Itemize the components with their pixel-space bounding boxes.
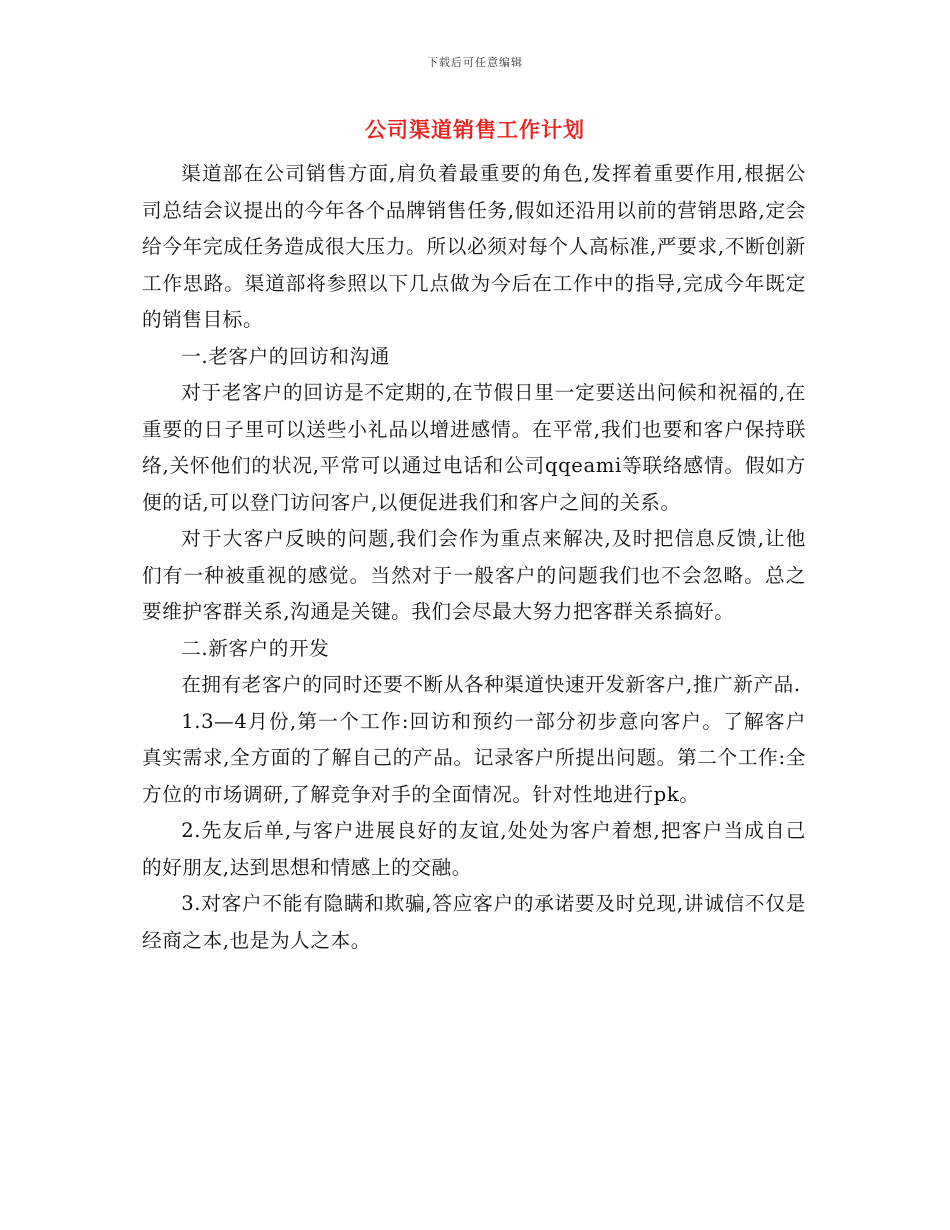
paragraph-key-customer-issues: 对于大客户反映的问题,我们会作为重点来解决,及时把信息反馈,让他们有一种被重视的感觉。当然对于一般客户的问题我们也不会忽略。总之要维护客群关系,沟通是关键。我们会尽最大努力把客群关系搞好。 bbox=[142, 527, 806, 623]
document-title: 公司渠道销售工作计划 bbox=[365, 118, 585, 142]
paragraph-new-customer-intro: 在拥有老客户的同时还要不断从各种渠道快速开发新客户,推广新产品. bbox=[181, 673, 801, 696]
intro-paragraph: 渠道部在公司销售方面,肩负着最重要的角色,发挥着重要作用,根据公司总结会议提出的今年各个品牌销售任务,假如还沿用以前的营销思路,定会给今年完成任务造成很大压力。所以必须对每个人高标准,严要求,不断创新工作思路。渠道部将参照以下几点做为今后在工作中的指导,完成今年既定的销售目标。 bbox=[142, 162, 806, 331]
section-heading-old-customers: 一.老客户的回访和沟通 bbox=[181, 344, 390, 368]
list-item-3: 3.对客户不能有隐瞒和欺骗,答应客户的承诺要及时兑现,讲诚信不仅是经商之本,也是为人之本。 bbox=[142, 892, 806, 952]
list-item-1: 1.3—4月份,第一个工作:回访和预约一部分初步意向客户。了解客户真实需求,全方面的了解自己的产品。记录客户所提出问题。第二个工作:全方位的市场调研,了解竞争对手的全面情况。针对性地进行pk。 bbox=[142, 709, 806, 806]
document-body bbox=[142, 156, 806, 959]
paragraph-old-customer-visits: 对于老客户的回访是不定期的,在节假日里一定要送出问候和祝福的,在重要的日子里可以送些小礼品以增进感情。在平常,我们也要和客户保持联络,关怀他们的状况,平常可以通过电话和公司qqeami等联络感情。假如方便的话,可以登门访问客户,以便促进我们和客户之间的关系。 bbox=[142, 381, 806, 514]
list-item-2: 2.先友后单,与客户进展良好的友谊,处处为客户着想,把客户当成自己的好朋友,达到思想和情感上的交融。 bbox=[142, 819, 806, 879]
section-heading-new-customers: 二.新客户的开发 bbox=[181, 636, 330, 660]
header-note: 下载后可任意编辑 bbox=[427, 56, 523, 69]
